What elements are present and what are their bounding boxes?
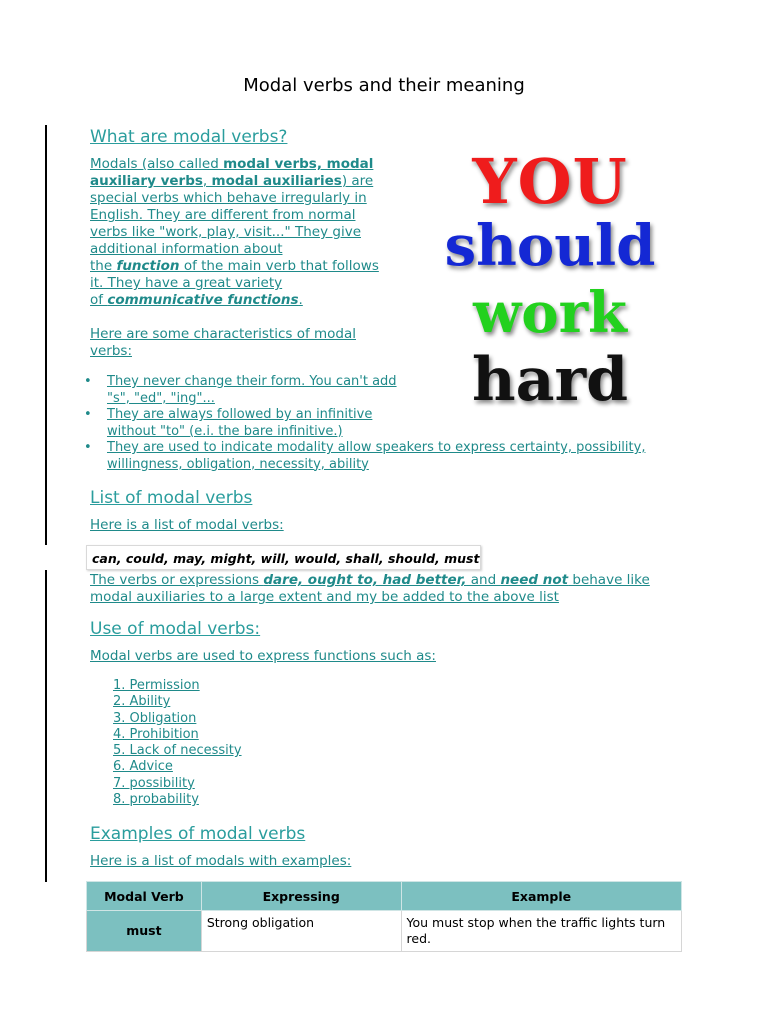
left-margin-bar <box>45 570 47 882</box>
table-header-row <box>87 882 682 911</box>
modal-list-intro[interactable]: Here is a list of modal verbs: <box>90 517 284 533</box>
functions-intro[interactable]: Modal verbs are used to express functions such as: <box>90 648 436 664</box>
heading-list-of-modal-verbs[interactable]: List of modal verbs <box>90 488 253 508</box>
page-title: Modal verbs and their meaning <box>243 75 525 96</box>
cell-example: You must stop when the traffic lights turn red. <box>401 911 681 952</box>
list-item[interactable]: 8. probability <box>113 792 199 808</box>
list-item[interactable]: • They are used to indicate modality allow speakers to express certainty, possibility, willingness, obligation, necessity, ability <box>84 440 684 473</box>
image-word-you: YOU <box>472 145 628 218</box>
heading-examples-of-modal-verbs[interactable]: Examples of modal verbs <box>90 824 306 844</box>
functions-list <box>113 678 242 808</box>
modals-definition-paragraph[interactable]: Modals (also called modal verbs, modal auxiliary verbs, modal auxiliaries) are special verbs which behave irregularly in English. They are different from normal verbs like "work, play, visit..." They give additional information about the function of the main verb that follows it. They have a great variety of communicative functions. <box>90 156 379 308</box>
list-item[interactable]: 5. Lack of necessity <box>113 743 242 759</box>
examples-intro[interactable]: Here is a list of modals with examples: <box>90 853 352 869</box>
heading-use-of-modal-verbs[interactable]: Use of modal verbs: <box>90 619 261 639</box>
semi-modals-note[interactable]: The verbs or expressions dare, ought to, had better, and need not behave like modal auxiliaries to a large extent and my be added to the above list <box>90 572 650 605</box>
left-margin-bar <box>45 125 47 545</box>
modal-verbs-box: can, could, may, might, will, would, shall, should, must <box>86 545 481 570</box>
list-item[interactable]: 6. Advice <box>113 759 173 775</box>
image-word-should: should <box>444 213 656 279</box>
column-header-example: Example <box>401 882 681 911</box>
image-word-hard: hard <box>471 345 629 415</box>
list-item[interactable]: • They never change their form. You can't add "s", "ed", "ing"... <box>84 374 684 407</box>
image-word-work: work <box>473 280 627 346</box>
motivational-image <box>415 145 685 420</box>
table-row <box>87 911 682 952</box>
cell-modal-verb: must <box>87 911 202 952</box>
list-item[interactable]: 1. Permission <box>113 678 200 693</box>
column-header-modal-verb: Modal Verb <box>87 882 202 911</box>
list-item[interactable]: 2. Ability <box>113 694 171 710</box>
list-item[interactable]: 7. possibility <box>113 775 195 791</box>
cell-expressing: Strong obligation <box>201 911 401 952</box>
modal-examples-table <box>86 881 682 952</box>
list-item[interactable]: 4. Prohibition <box>113 726 199 742</box>
column-header-expressing: Expressing <box>201 882 401 911</box>
heading-what-are-modal-verbs[interactable]: What are modal verbs? <box>90 127 288 147</box>
list-item[interactable]: • They are always followed by an infinitive without "to" (e.i. the bare infinitive.) <box>84 407 684 440</box>
characteristics-intro[interactable]: Here are some characteristics of modal verbs: <box>90 326 356 359</box>
list-item[interactable]: 3. Obligation <box>113 710 197 726</box>
